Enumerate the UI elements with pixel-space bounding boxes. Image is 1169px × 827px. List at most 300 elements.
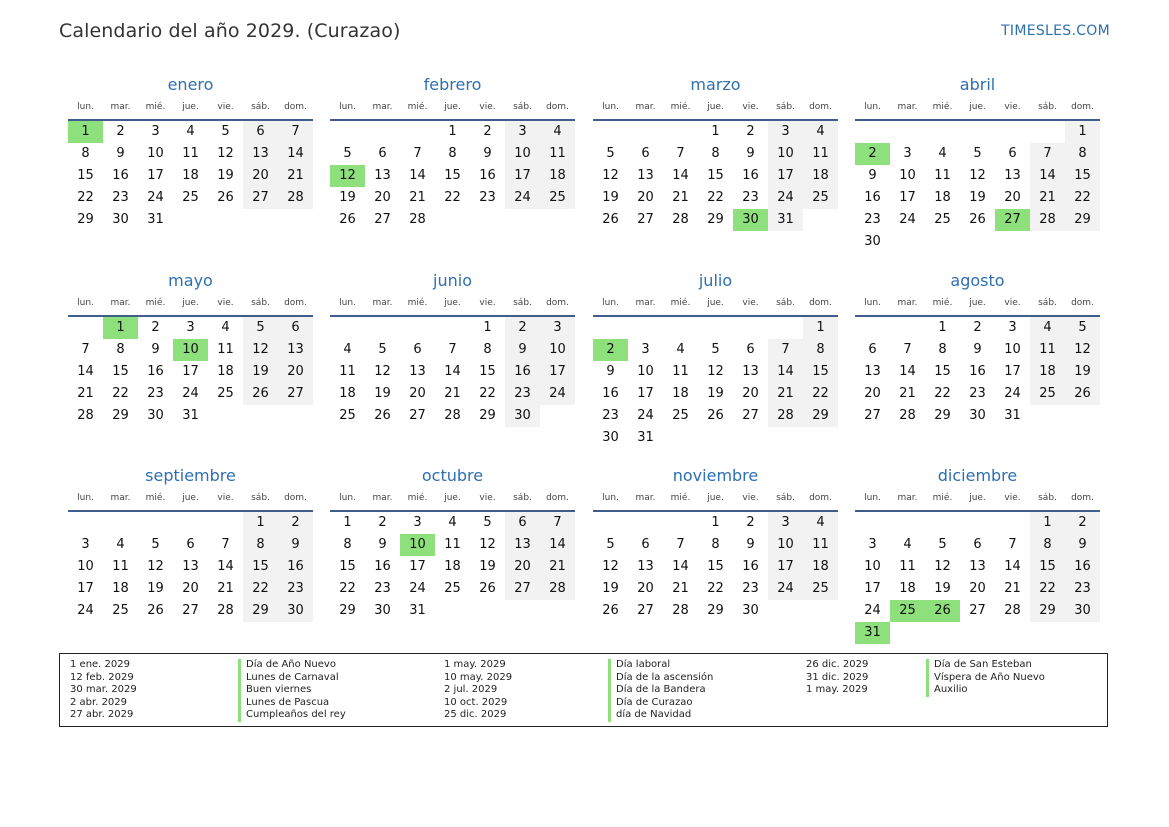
weekday-label: sáb. [251, 298, 270, 308]
day-cell: 7 [448, 342, 457, 357]
day-cell: 23 [147, 386, 164, 401]
day-cell: 6 [746, 342, 755, 357]
legend-holiday-name: Víspera de Año Nuevo [926, 672, 1045, 685]
day-cell: 13 [505, 534, 540, 556]
day-cell: 13 [637, 559, 654, 574]
empty-day-cell [995, 512, 1030, 534]
empty-day-cell [330, 317, 365, 339]
day-cell: 24 [768, 187, 803, 209]
empty-day-cell [628, 317, 663, 339]
weekday-label: lun. [77, 493, 94, 503]
day-cell: 18 [1030, 361, 1065, 383]
day-cell: 2 [746, 515, 755, 530]
legend-holiday-name: Día de Año Nuevo [238, 659, 346, 672]
day-cell: 20 [742, 386, 759, 401]
day-cell: 15 [1030, 556, 1065, 578]
day-cell: 6 [186, 537, 195, 552]
weekday-label: lun. [602, 493, 619, 503]
weekday-header [855, 492, 1100, 512]
day-cell: 15 [339, 559, 356, 574]
day-cell: 1 [343, 515, 352, 530]
day-cell: 31 [1004, 408, 1021, 423]
empty-day-cell [995, 622, 1030, 644]
weekday-label: vie. [479, 102, 496, 112]
day-cell: 19 [339, 190, 356, 205]
empty-day-cell [243, 209, 278, 231]
day-cell: 25 [112, 603, 129, 618]
month-mayo [68, 270, 313, 427]
day-cell: 15 [444, 168, 461, 183]
day-cell: 20 [374, 190, 391, 205]
month-name: octubre [421, 466, 484, 485]
day-cell: 22 [934, 386, 951, 401]
day-cell: 7 [903, 342, 912, 357]
day-cell: 25 [540, 187, 575, 209]
day-cell: 16 [742, 559, 759, 574]
empty-day-cell [925, 231, 960, 253]
day-cell: 24 [540, 383, 575, 405]
holiday-day-cell: 2 [593, 339, 628, 361]
empty-day-cell [803, 600, 838, 622]
weekday-label: mar. [110, 102, 131, 112]
day-cell: 22 [707, 190, 724, 205]
weekday-label: mar. [635, 298, 656, 308]
weekday-label: lun. [602, 298, 619, 308]
day-cell: 10 [768, 143, 803, 165]
day-cell: 18 [217, 364, 234, 379]
weekday-header [68, 492, 313, 512]
day-cell: 2 [1065, 512, 1100, 534]
weekday-label: mar. [372, 493, 393, 503]
weekday-label: lun. [339, 493, 356, 503]
day-cell: 7 [1008, 537, 1017, 552]
day-cell: 21 [409, 190, 426, 205]
day-cell: 27 [505, 578, 540, 600]
empty-day-cell [540, 405, 575, 427]
day-cell: 29 [339, 603, 356, 618]
day-cell: 6 [378, 146, 387, 161]
day-cell: 8 [938, 342, 947, 357]
day-cell: 4 [803, 121, 838, 143]
day-cell: 11 [1030, 339, 1065, 361]
days-grid [68, 512, 313, 622]
weekday-label: sáb. [776, 102, 795, 112]
legend-holiday-name: Día de la ascensión [608, 672, 713, 685]
day-cell: 23 [969, 386, 986, 401]
weekday-label: jue. [707, 102, 724, 112]
empty-day-cell [400, 121, 435, 143]
empty-day-cell [855, 512, 890, 534]
weekday-label: mar. [110, 493, 131, 503]
day-cell: 28 [899, 408, 916, 423]
day-cell: 22 [1030, 578, 1065, 600]
month-name: mayo [168, 271, 213, 290]
holiday-day-cell: 30 [733, 209, 768, 231]
day-cell: 3 [505, 121, 540, 143]
weekday-header [855, 101, 1100, 121]
day-cell: 27 [278, 383, 313, 405]
weekday-header [330, 492, 575, 512]
day-cell: 7 [768, 339, 803, 361]
month-name: enero [167, 75, 214, 94]
day-cell: 14 [1030, 165, 1065, 187]
weekday-label: lun. [77, 298, 94, 308]
brand-link[interactable]: TIMESLES.COM [1001, 23, 1110, 39]
legend-date: 1 ene. 2029 [70, 659, 130, 670]
weekday-header [68, 297, 313, 317]
day-cell: 26 [217, 190, 234, 205]
empty-day-cell [803, 427, 838, 449]
day-cell: 3 [540, 317, 575, 339]
weekday-label: mar. [897, 493, 918, 503]
day-cell: 13 [374, 168, 391, 183]
day-cell: 7 [676, 537, 685, 552]
day-cell: 17 [1004, 364, 1021, 379]
legend-date: 27 abr. 2029 [70, 709, 134, 721]
holiday-day-cell: 1 [103, 317, 138, 339]
weekday-label: dom. [809, 102, 832, 112]
day-cell: 6 [973, 537, 982, 552]
month-marzo [593, 74, 838, 231]
day-cell: 28 [672, 603, 689, 618]
day-cell: 24 [505, 187, 540, 209]
day-cell: 21 [899, 386, 916, 401]
day-cell: 12 [934, 559, 951, 574]
day-cell: 22 [1065, 187, 1100, 209]
day-cell: 1 [448, 124, 457, 139]
day-cell: 3 [768, 512, 803, 534]
day-cell: 23 [602, 408, 619, 423]
weekday-label: mié. [407, 493, 428, 503]
day-cell: 15 [112, 364, 129, 379]
day-cell: 25 [934, 212, 951, 227]
empty-day-cell [593, 512, 628, 534]
day-cell: 10 [899, 168, 916, 183]
day-cell: 4 [186, 124, 195, 139]
day-cell: 21 [768, 383, 803, 405]
day-cell: 26 [707, 408, 724, 423]
day-cell: 16 [374, 559, 391, 574]
days-grid [593, 512, 838, 622]
day-cell: 25 [803, 187, 838, 209]
day-cell: 15 [934, 364, 951, 379]
weekday-label: sáb. [513, 493, 532, 503]
day-cell: 12 [969, 168, 986, 183]
legend-dates-col-3 [806, 659, 868, 697]
day-cell: 2 [278, 512, 313, 534]
day-cell: 26 [969, 212, 986, 227]
days-grid [855, 512, 1100, 644]
day-cell: 13 [182, 559, 199, 574]
day-cell: 3 [641, 342, 650, 357]
day-cell: 11 [339, 364, 356, 379]
day-cell: 23 [112, 190, 129, 205]
weekday-label: vie. [1004, 493, 1021, 503]
day-cell: 22 [243, 578, 278, 600]
day-cell: 20 [243, 165, 278, 187]
month-name: julio [698, 271, 733, 290]
days-grid [593, 317, 838, 449]
holiday-day-cell: 10 [400, 534, 435, 556]
weekday-label: lun. [77, 102, 94, 112]
day-cell: 30 [969, 408, 986, 423]
empty-day-cell [138, 512, 173, 534]
empty-day-cell [803, 209, 838, 231]
legend-date: 25 dic. 2029 [444, 709, 507, 721]
day-cell: 23 [1065, 578, 1100, 600]
day-cell: 13 [243, 143, 278, 165]
day-cell: 17 [768, 165, 803, 187]
day-cell: 3 [186, 320, 195, 335]
weekday-label: sáb. [776, 493, 795, 503]
empty-day-cell [890, 512, 925, 534]
weekday-label: vie. [742, 102, 759, 112]
day-cell: 17 [768, 556, 803, 578]
day-cell: 11 [803, 534, 838, 556]
day-cell: 29 [934, 408, 951, 423]
day-cell: 3 [413, 515, 422, 530]
empty-day-cell [733, 317, 768, 339]
weekday-label: jue. [707, 298, 724, 308]
day-cell: 29 [112, 408, 129, 423]
empty-day-cell [890, 622, 925, 644]
day-cell: 9 [378, 537, 387, 552]
day-cell: 30 [1065, 600, 1100, 622]
empty-day-cell [470, 600, 505, 622]
day-cell: 11 [934, 168, 951, 183]
day-cell: 22 [444, 190, 461, 205]
weekday-label: mié. [932, 298, 953, 308]
day-cell: 8 [81, 146, 90, 161]
day-cell: 4 [448, 515, 457, 530]
empty-day-cell [1030, 622, 1065, 644]
day-cell: 10 [637, 364, 654, 379]
weekday-header [68, 101, 313, 121]
empty-day-cell [470, 209, 505, 231]
empty-day-cell [890, 121, 925, 143]
month-agosto [855, 270, 1100, 427]
weekday-label: sáb. [776, 298, 795, 308]
day-cell: 1 [803, 317, 838, 339]
weekday-label: mié. [407, 102, 428, 112]
weekday-label: dom. [546, 298, 569, 308]
day-cell: 11 [444, 537, 461, 552]
legend-date: 2 abr. 2029 [70, 696, 128, 708]
days-grid [68, 317, 313, 427]
day-cell: 4 [343, 342, 352, 357]
month-octubre [330, 465, 575, 622]
day-cell: 22 [112, 386, 129, 401]
day-cell: 5 [151, 537, 160, 552]
day-cell: 31 [147, 212, 164, 227]
day-cell: 30 [742, 603, 759, 618]
weekday-header [593, 297, 838, 317]
empty-day-cell [925, 512, 960, 534]
weekday-header [855, 297, 1100, 317]
day-cell: 19 [969, 190, 986, 205]
day-cell: 3 [768, 121, 803, 143]
day-cell: 8 [1030, 534, 1065, 556]
day-cell: 15 [479, 364, 496, 379]
day-cell: 8 [448, 146, 457, 161]
day-cell: 5 [711, 342, 720, 357]
weekday-label: mar. [372, 102, 393, 112]
day-cell: 6 [641, 537, 650, 552]
month-name: noviembre [672, 466, 759, 485]
day-cell: 13 [969, 559, 986, 574]
day-cell: 25 [672, 408, 689, 423]
weekday-label: dom. [1071, 298, 1094, 308]
empty-day-cell [960, 121, 995, 143]
day-cell: 12 [707, 364, 724, 379]
legend-holiday-name: Auxilio [926, 684, 1045, 697]
day-cell: 24 [864, 603, 881, 618]
day-cell: 20 [278, 361, 313, 383]
day-cell: 15 [77, 168, 94, 183]
day-cell: 8 [343, 537, 352, 552]
day-cell: 8 [243, 534, 278, 556]
month-septiembre [68, 465, 313, 622]
day-cell: 9 [868, 168, 877, 183]
day-cell: 29 [707, 603, 724, 618]
month-abril [855, 74, 1100, 253]
empty-day-cell [68, 317, 103, 339]
day-cell: 25 [182, 190, 199, 205]
empty-day-cell [1030, 231, 1065, 253]
empty-day-cell [925, 622, 960, 644]
day-cell: 18 [444, 559, 461, 574]
day-cell: 1 [711, 515, 720, 530]
day-cell: 4 [1030, 317, 1065, 339]
day-cell: 10 [147, 146, 164, 161]
day-cell: 4 [803, 512, 838, 534]
weekday-label: mié. [145, 493, 166, 503]
day-cell: 17 [147, 168, 164, 183]
day-cell: 18 [540, 165, 575, 187]
day-cell: 19 [217, 168, 234, 183]
day-cell: 12 [147, 559, 164, 574]
day-cell: 12 [602, 168, 619, 183]
day-cell: 13 [742, 364, 759, 379]
day-cell: 1 [243, 512, 278, 534]
weekday-label: dom. [1071, 102, 1094, 112]
weekday-label: mié. [670, 102, 691, 112]
empty-day-cell [960, 622, 995, 644]
day-cell: 7 [221, 537, 230, 552]
day-cell: 16 [147, 364, 164, 379]
day-cell: 14 [672, 168, 689, 183]
days-grid [330, 121, 575, 231]
empty-day-cell [698, 427, 733, 449]
day-cell: 9 [1065, 534, 1100, 556]
weekday-label: mié. [145, 298, 166, 308]
empty-day-cell [663, 512, 698, 534]
empty-day-cell [173, 512, 208, 534]
day-cell: 26 [147, 603, 164, 618]
day-cell: 27 [243, 187, 278, 209]
month-diciembre [855, 465, 1100, 644]
day-cell: 10 [864, 559, 881, 574]
day-cell: 18 [899, 581, 916, 596]
day-cell: 14 [444, 364, 461, 379]
month-julio [593, 270, 838, 449]
day-cell: 18 [934, 190, 951, 205]
day-cell: 9 [278, 534, 313, 556]
holiday-day-cell: 27 [995, 209, 1030, 231]
weekday-label: mar. [635, 493, 656, 503]
day-cell: 16 [864, 190, 881, 205]
empty-day-cell [768, 317, 803, 339]
empty-day-cell [960, 231, 995, 253]
day-cell: 16 [278, 556, 313, 578]
day-cell: 26 [339, 212, 356, 227]
day-cell: 18 [339, 386, 356, 401]
day-cell: 10 [1004, 342, 1021, 357]
day-cell: 4 [116, 537, 125, 552]
holiday-day-cell: 2 [855, 143, 890, 165]
day-cell: 30 [147, 408, 164, 423]
empty-day-cell [1065, 622, 1100, 644]
weekday-header [330, 101, 575, 121]
day-cell: 30 [602, 430, 619, 445]
day-cell: 15 [803, 361, 838, 383]
day-cell: 16 [969, 364, 986, 379]
empty-day-cell [698, 317, 733, 339]
day-cell: 1 [483, 320, 492, 335]
empty-day-cell [663, 317, 698, 339]
empty-day-cell [278, 405, 313, 427]
weekday-label: jue. [444, 493, 461, 503]
weekday-label: lun. [864, 102, 881, 112]
empty-day-cell [593, 121, 628, 143]
legend-holiday-name: Buen viernes [238, 684, 346, 697]
day-cell: 29 [479, 408, 496, 423]
day-cell: 3 [868, 537, 877, 552]
day-cell: 4 [676, 342, 685, 357]
weekday-label: vie. [742, 298, 759, 308]
day-cell: 20 [505, 556, 540, 578]
day-cell: 13 [864, 364, 881, 379]
legend-date: 26 dic. 2029 [806, 659, 869, 670]
empty-day-cell [1065, 405, 1100, 427]
day-cell: 24 [1004, 386, 1021, 401]
day-cell: 2 [483, 124, 492, 139]
empty-day-cell [960, 512, 995, 534]
day-cell: 1 [938, 320, 947, 335]
empty-day-cell [995, 121, 1030, 143]
day-cell: 24 [147, 190, 164, 205]
day-cell: 25 [444, 581, 461, 596]
month-name: abril [959, 75, 996, 94]
page-title: Calendario del año 2029. (Curazao) [59, 20, 401, 42]
day-cell: 13 [278, 339, 313, 361]
weekday-label: mié. [407, 298, 428, 308]
month-name: junio [433, 271, 472, 290]
legend-holiday-name: Día de San Esteban [926, 659, 1045, 672]
days-grid [855, 121, 1100, 253]
day-cell: 28 [444, 408, 461, 423]
day-cell: 5 [606, 537, 615, 552]
weekday-label: vie. [1004, 102, 1021, 112]
day-cell: 14 [409, 168, 426, 183]
day-cell: 28 [672, 212, 689, 227]
empty-day-cell [68, 512, 103, 534]
days-grid [68, 121, 313, 231]
day-cell: 6 [505, 512, 540, 534]
day-cell: 27 [864, 408, 881, 423]
empty-day-cell [855, 317, 890, 339]
legend-date: 1 may. 2029 [806, 684, 868, 696]
